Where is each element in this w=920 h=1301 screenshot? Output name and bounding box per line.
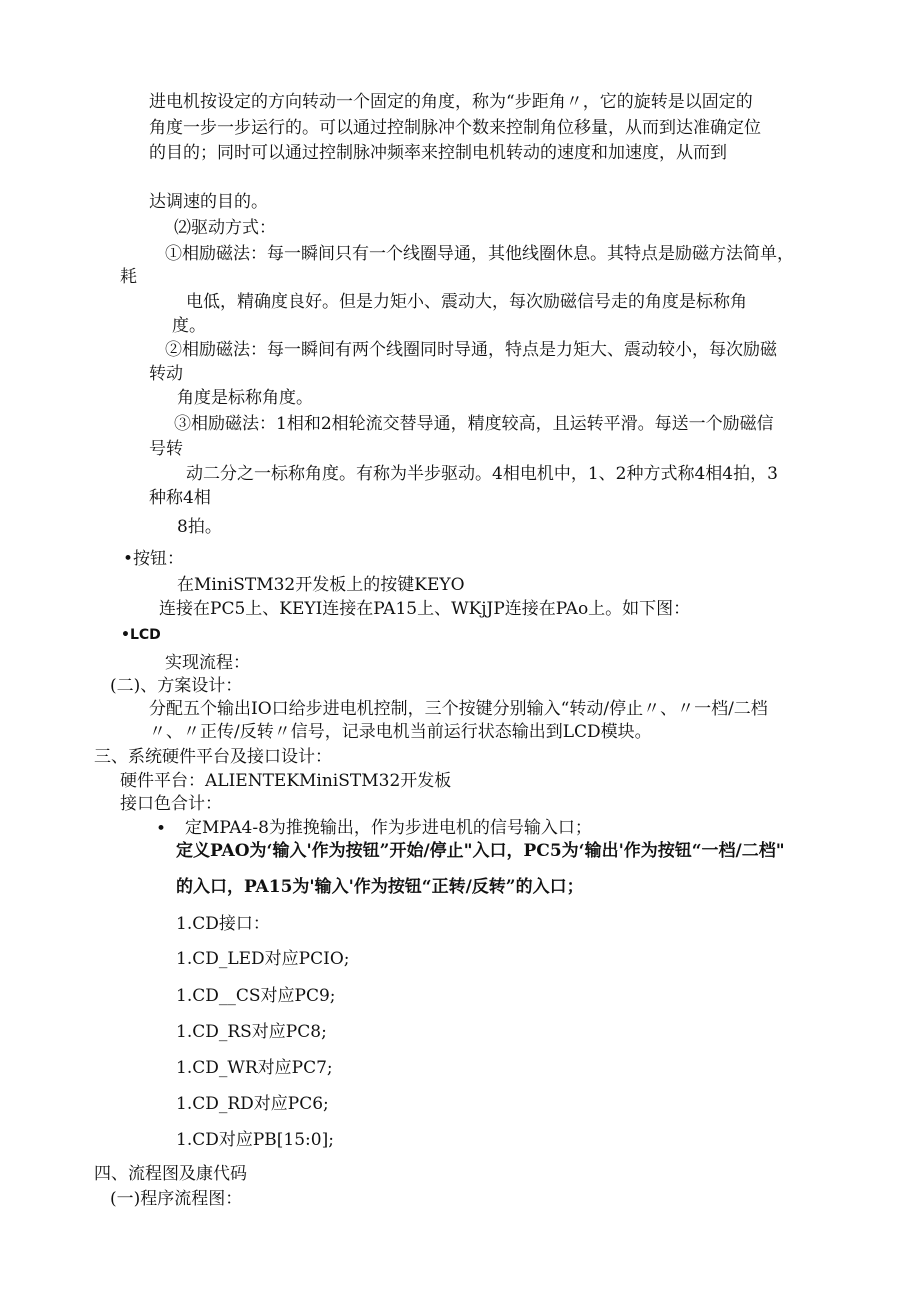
lcd-pin-line: 1.CD_RD对应PC6; bbox=[176, 1094, 329, 1114]
drive-mode-title: ⑵驱动方式： bbox=[174, 218, 276, 238]
scheme-title: (二)、方案设计： bbox=[110, 676, 243, 696]
paragraph-line: 进电机按设定的方向转动一个固定的角度，称为“步距角〃，它的旋转是以固定的 bbox=[149, 92, 753, 112]
lcd-pin-line: 1.CD_RS对应PC8; bbox=[176, 1022, 327, 1042]
pin-definition-line: 的入口，PA15为'输入'作为按钮“正转/反转”的入口； bbox=[176, 877, 584, 897]
section3-title: 三、系统硬件平台及接口设计： bbox=[94, 747, 332, 767]
paragraph-line: 达调速的目的。 bbox=[149, 192, 268, 212]
button-line: 连接在PC5上、KEYI连接在PA15上、WKjJP连接在PAo上。如下图： bbox=[159, 599, 691, 619]
mode2-line: 角度是标称角度。 bbox=[177, 388, 313, 408]
lcd-pin-line: 1.CD__CS对应PC9; bbox=[176, 986, 336, 1006]
scheme-line: 分配五个输出IO口给步进电机控制，三个按键分别输入“转动/停止〃、〃一档/二档 bbox=[149, 699, 768, 719]
lcd-pin-line: 1.CD对应PB[15:0]; bbox=[176, 1130, 334, 1150]
flow-label: 实现流程： bbox=[165, 653, 250, 673]
mode3-line: 号转 bbox=[149, 439, 183, 459]
mode1-line: 度。 bbox=[172, 316, 206, 336]
lcd-pin-line: 1.CD_LED对应PCIO; bbox=[176, 949, 350, 969]
mode1-line: 电低，精确度良好。但是力矩小、震动大，每次励磁信号走的角度是标称角 bbox=[186, 292, 747, 312]
scheme-line: 〃、〃正传/反转〃信号，记录电机当前运行状态输出到LCD模块。 bbox=[149, 722, 652, 742]
bullet-dot: • bbox=[156, 819, 167, 839]
paragraph-line: 的目的；同时可以通过控制脉冲频率来控制电机转动的速度和加速度，从而到 bbox=[149, 143, 727, 163]
lcd-bullet: •LCD bbox=[121, 627, 161, 643]
flowchart-title: (一)程序流程图： bbox=[110, 1189, 243, 1209]
mode3-line: 动二分之一标称角度。有称为半步驱动。4相电机中，1、2种方式称4相4拍，3 bbox=[186, 464, 778, 484]
mode1-line: ①相励磁法：每一瞬间只有一个线圈导通，其他线圈休息。其特点是励磁方法简单， bbox=[165, 244, 794, 264]
lcd-pin-line: 1.CD_WR对应PC7; bbox=[176, 1058, 333, 1078]
mode2-line: 转动 bbox=[149, 364, 183, 384]
lcd-interface-title: 1.CD接口： bbox=[176, 914, 270, 934]
section4-title: 四、流程图及康代码 bbox=[94, 1164, 247, 1184]
mode2-line: ②相励磁法：每一瞬间有两个线圈同时导通，特点是力矩大、震动较小，每次励磁 bbox=[165, 340, 777, 360]
mode3-line: 种称4相 bbox=[149, 488, 211, 508]
bullet-text: 定MPA4-8为推挽输出，作为步进电机的信号输入口； bbox=[185, 818, 592, 838]
button-section-title: •按钮： bbox=[123, 549, 185, 569]
pin-definition-line: 定义PAO为‘输入'作为按钮”开始/停止"入口，PC5为‘输出'作为按钮“一档/二档" bbox=[176, 841, 785, 861]
interface-title: 接口色合计： bbox=[120, 794, 222, 814]
button-line: 在MiniSTM32开发板上的按键KEYO bbox=[177, 575, 465, 595]
paragraph-line: 角度一步一步运行的。可以通过控制脉冲个数来控制角位移量，从而到达准确定位 bbox=[149, 118, 761, 138]
hardware-platform: 硬件平台：ALIENTEKMiniSTM32开发板 bbox=[120, 771, 452, 791]
mode3-line: ③相励磁法：1相和2相轮流交替导通，精度较高，且运转平滑。每送一个励磁信 bbox=[174, 414, 774, 434]
mode1-line: 耗 bbox=[120, 267, 137, 287]
mode3-line: 8拍。 bbox=[177, 517, 222, 537]
